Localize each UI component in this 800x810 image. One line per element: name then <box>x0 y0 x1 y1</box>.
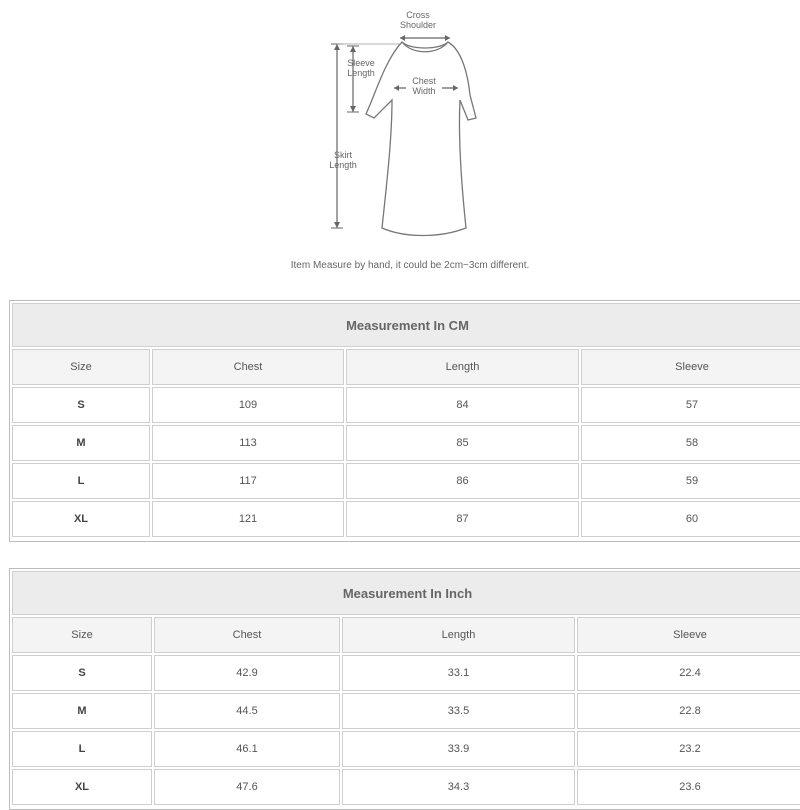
table-measurement-cm <box>9 300 800 542</box>
cell-size: XL <box>12 501 150 537</box>
cell-chest: 113 <box>152 425 344 461</box>
table-title: Measurement In CM <box>12 303 800 347</box>
cell-size: M <box>12 693 152 729</box>
measurement-note: Item Measure by hand, it could be 2cm~3cm different. <box>290 260 530 271</box>
table-row <box>12 387 800 423</box>
header-size: Size <box>12 349 150 385</box>
cell-sleeve: 59 <box>581 463 800 499</box>
cell-chest: 121 <box>152 501 344 537</box>
cell-sleeve: 57 <box>581 387 800 423</box>
cell-sleeve: 23.6 <box>577 769 800 805</box>
header-chest: Chest <box>152 349 344 385</box>
cell-size: L <box>12 463 150 499</box>
cell-length: 87 <box>346 501 579 537</box>
cell-sleeve: 58 <box>581 425 800 461</box>
size-table-inch <box>10 569 800 807</box>
cell-length: 86 <box>346 463 579 499</box>
cell-sleeve: 60 <box>581 501 800 537</box>
label-sleeve-length: Sleeve Length <box>347 58 375 78</box>
header-chest: Chest <box>154 617 340 653</box>
cell-chest: 42.9 <box>154 655 340 691</box>
table-row <box>12 501 800 537</box>
table-row <box>12 693 800 729</box>
cell-size: XL <box>12 769 152 805</box>
cell-chest: 44.5 <box>154 693 340 729</box>
header-size: Size <box>12 617 152 653</box>
cell-chest: 109 <box>152 387 344 423</box>
dress-illustration <box>0 0 800 260</box>
table-row <box>12 655 800 691</box>
label-chest-width: Chest Width <box>406 76 442 96</box>
cell-length: 34.3 <box>342 769 575 805</box>
table-row <box>12 425 800 461</box>
dress-measurement-diagram <box>0 0 800 290</box>
header-length: Length <box>346 349 579 385</box>
cell-chest: 117 <box>152 463 344 499</box>
header-sleeve: Sleeve <box>577 617 800 653</box>
cell-size: S <box>12 387 150 423</box>
label-cross-shoulder: Cross Shoulder <box>399 10 437 30</box>
header-sleeve: Sleeve <box>581 349 800 385</box>
table-measurement-inch <box>9 568 800 810</box>
table-row <box>12 731 800 767</box>
table-title: Measurement In Inch <box>12 571 800 615</box>
table-row <box>12 463 800 499</box>
cell-length: 33.1 <box>342 655 575 691</box>
cell-chest: 47.6 <box>154 769 340 805</box>
cell-length: 33.5 <box>342 693 575 729</box>
label-skirt-length: Skirt Length <box>329 150 357 170</box>
cell-length: 33.9 <box>342 731 575 767</box>
cell-length: 85 <box>346 425 579 461</box>
cell-length: 84 <box>346 387 579 423</box>
size-table-cm <box>10 301 800 539</box>
cell-sleeve: 22.4 <box>577 655 800 691</box>
cell-size: M <box>12 425 150 461</box>
cell-size: S <box>12 655 152 691</box>
cell-sleeve: 23.2 <box>577 731 800 767</box>
cell-sleeve: 22.8 <box>577 693 800 729</box>
cell-chest: 46.1 <box>154 731 340 767</box>
dress-outline <box>366 42 476 236</box>
cell-size: L <box>12 731 152 767</box>
header-length: Length <box>342 617 575 653</box>
